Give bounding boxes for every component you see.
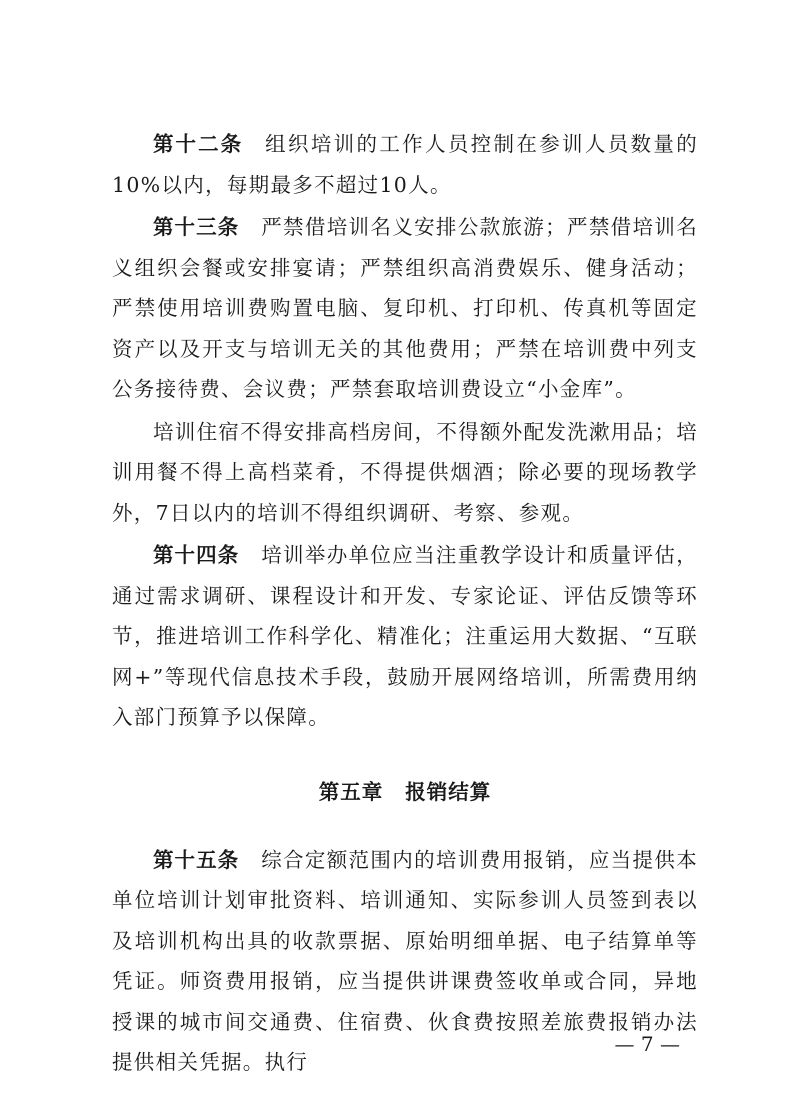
- article-15-text: 综合定额范围内的培训费用报销，应当提供本单位培训计划审批资料、培训通知、实际参训人员签到表以及培训机构出具的收款票据、原始明细单据、电子结算单等凭证。师资费用报销，应当提供讲课费签收单或合同，异地授课的城市间交通费、住宿费、伙食费按照差旅费报销办法提供相关凭据。执行: [112, 847, 699, 1074]
- article-13-text: 严禁借培训名义安排公款旅游；严禁借培训名义组织会餐或安排宴请；严禁组织高消费娱乐、健身活动；严禁使用培训费购置电脑、复印机、打印机、传真机等固定资产以及开支与培训无关的其他费用；严禁在培训费中列支公务接待费、会议费；严禁套取培训费设立“小金库”。: [112, 215, 699, 401]
- article-12-text: 组织培训的工作人员控制在参训人员数量的10%以内，每期最多不超过10人。: [112, 132, 699, 197]
- article-12-heading: 第十二条: [153, 132, 244, 156]
- article-14-text: 培训举办单位应当注重教学设计和质量评估，通过需求调研、课程设计和开发、专家论证、评估反馈等环节，推进培训工作科学化、精准化；注重运用大数据、“互联网+”等现代信息技术手段，鼓励开展网络培训，所需费用纳入部门预算予以保障。: [112, 543, 699, 729]
- article-13-heading: 第十三条: [153, 215, 240, 239]
- article-13-continuation-text: 培训住宿不得安排高档房间，不得额外配发洗漱用品；培训用餐不得上高档菜肴，不得提供烟酒；除必要的现场教学外，7日以内的培训不得组织调研、考察、参观。: [112, 419, 698, 525]
- chapter-title: 报销结算: [405, 779, 492, 804]
- chapter-heading: [112, 772, 698, 812]
- page-number-text: — 7 —: [614, 1032, 680, 1056]
- chapter-number: 第五章: [318, 779, 384, 804]
- article-13-paragraph: [112, 207, 698, 410]
- article-13-continuation-paragraph: [112, 412, 698, 534]
- article-14-heading: 第十四条: [153, 543, 240, 567]
- article-14-paragraph: [112, 535, 698, 738]
- article-15-heading: 第十五条: [153, 847, 240, 872]
- page-number: [0, 1032, 788, 1056]
- article-12-paragraph: [112, 124, 698, 205]
- document-body: [112, 124, 698, 1083]
